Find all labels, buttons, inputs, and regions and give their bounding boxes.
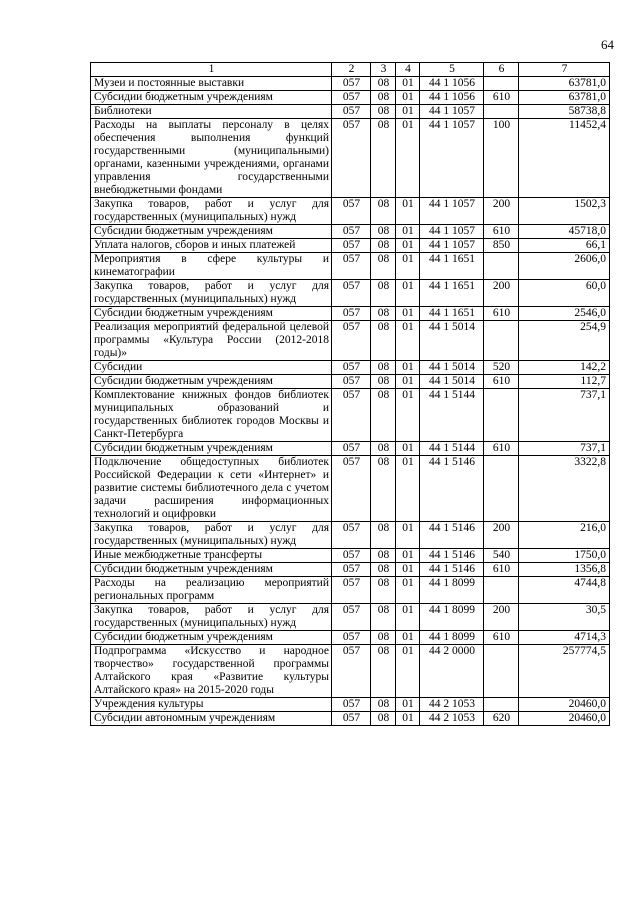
row-pr-cell: 01 bbox=[396, 361, 420, 375]
budget-table bbox=[90, 62, 610, 726]
row-ved-cell: 057 bbox=[332, 698, 371, 712]
row-name-cell: Мероприятия в сфере культуры и кинематографии bbox=[91, 253, 332, 280]
row-csr-cell: 44 1 5146 bbox=[420, 456, 484, 522]
row-vr-cell: 200 bbox=[484, 280, 519, 307]
row-csr-cell: 44 1 8099 bbox=[420, 604, 484, 631]
row-sum-cell: 1502,3 bbox=[519, 198, 610, 225]
row-vr-cell: 610 bbox=[484, 375, 519, 389]
row-rz-cell: 08 bbox=[371, 522, 396, 549]
row-rz-cell: 08 bbox=[371, 198, 396, 225]
table-row bbox=[91, 307, 610, 321]
table-row bbox=[91, 604, 610, 631]
row-name-cell: Подключение общедоступных библиотек Российской Федерации к сети «Интернет» и развитие системы библиотечного дела с учетом задачи расширения информационных технологий и оцифровки bbox=[91, 456, 332, 522]
row-pr-cell: 01 bbox=[396, 253, 420, 280]
row-rz-cell: 08 bbox=[371, 563, 396, 577]
row-sum-cell: 4744,8 bbox=[519, 577, 610, 604]
row-vr-cell bbox=[484, 456, 519, 522]
row-csr-cell: 44 1 5014 bbox=[420, 375, 484, 389]
row-ved-cell: 057 bbox=[332, 549, 371, 563]
row-vr-cell: 610 bbox=[484, 442, 519, 456]
row-pr-cell: 01 bbox=[396, 375, 420, 389]
column-header-csr: 5 bbox=[420, 63, 484, 77]
row-pr-cell: 01 bbox=[396, 198, 420, 225]
row-vr-cell: 100 bbox=[484, 119, 519, 198]
row-csr-cell: 44 1 1056 bbox=[420, 77, 484, 91]
row-csr-cell: 44 1 1651 bbox=[420, 253, 484, 280]
row-sum-cell: 257774,5 bbox=[519, 645, 610, 698]
row-rz-cell: 08 bbox=[371, 698, 396, 712]
row-csr-cell: 44 1 5144 bbox=[420, 389, 484, 442]
table-row bbox=[91, 91, 610, 105]
table-row bbox=[91, 645, 610, 698]
row-sum-cell: 737,1 bbox=[519, 389, 610, 442]
row-rz-cell: 08 bbox=[371, 631, 396, 645]
row-ved-cell: 057 bbox=[332, 522, 371, 549]
row-name-cell: Расходы на реализацию мероприятий региональных программ bbox=[91, 577, 332, 604]
row-ved-cell: 057 bbox=[332, 198, 371, 225]
row-csr-cell: 44 1 1056 bbox=[420, 91, 484, 105]
table-row bbox=[91, 712, 610, 726]
row-sum-cell: 142,2 bbox=[519, 361, 610, 375]
row-name-cell: Закупка товаров, работ и услуг для государственных (муниципальных) нужд bbox=[91, 198, 332, 225]
row-vr-cell: 520 bbox=[484, 361, 519, 375]
table-row bbox=[91, 280, 610, 307]
row-ved-cell: 057 bbox=[332, 442, 371, 456]
row-vr-cell: 200 bbox=[484, 604, 519, 631]
row-sum-cell: 30,5 bbox=[519, 604, 610, 631]
row-name-cell: Субсидии бюджетным учреждениям bbox=[91, 91, 332, 105]
row-name-cell: Закупка товаров, работ и услуг для государственных (муниципальных) нужд bbox=[91, 604, 332, 631]
table-row bbox=[91, 321, 610, 361]
row-rz-cell: 08 bbox=[371, 253, 396, 280]
row-sum-cell: 20460,0 bbox=[519, 712, 610, 726]
table-row bbox=[91, 77, 610, 91]
row-pr-cell: 01 bbox=[396, 563, 420, 577]
row-vr-cell: 610 bbox=[484, 631, 519, 645]
row-csr-cell: 44 1 5146 bbox=[420, 563, 484, 577]
row-csr-cell: 44 1 5014 bbox=[420, 321, 484, 361]
row-ved-cell: 057 bbox=[332, 91, 371, 105]
row-ved-cell: 057 bbox=[332, 280, 371, 307]
table-row bbox=[91, 549, 610, 563]
row-ved-cell: 057 bbox=[332, 225, 371, 239]
row-pr-cell: 01 bbox=[396, 604, 420, 631]
row-rz-cell: 08 bbox=[371, 91, 396, 105]
row-vr-cell: 620 bbox=[484, 712, 519, 726]
row-rz-cell: 08 bbox=[371, 280, 396, 307]
row-ved-cell: 057 bbox=[332, 577, 371, 604]
row-name-cell: Субсидии бюджетным учреждениям bbox=[91, 563, 332, 577]
table-row bbox=[91, 119, 610, 198]
row-sum-cell: 63781,0 bbox=[519, 77, 610, 91]
table-row bbox=[91, 563, 610, 577]
row-rz-cell: 08 bbox=[371, 549, 396, 563]
row-name-cell: Субсидии бюджетным учреждениям bbox=[91, 442, 332, 456]
row-pr-cell: 01 bbox=[396, 91, 420, 105]
row-vr-cell bbox=[484, 321, 519, 361]
row-pr-cell: 01 bbox=[396, 549, 420, 563]
row-ved-cell: 057 bbox=[332, 321, 371, 361]
row-csr-cell: 44 1 5146 bbox=[420, 549, 484, 563]
row-ved-cell: 057 bbox=[332, 253, 371, 280]
row-rz-cell: 08 bbox=[371, 321, 396, 361]
row-csr-cell: 44 1 8099 bbox=[420, 577, 484, 604]
row-pr-cell: 01 bbox=[396, 225, 420, 239]
table-row bbox=[91, 389, 610, 442]
row-sum-cell: 58738,8 bbox=[519, 105, 610, 119]
row-vr-cell: 200 bbox=[484, 198, 519, 225]
row-name-cell: Подпрограмма «Искусство и народное творчество» государственной программы Алтайского края «Развитие культуры Алтайского края» на 2015-2020 годы bbox=[91, 645, 332, 698]
row-sum-cell: 20460,0 bbox=[519, 698, 610, 712]
row-csr-cell: 44 1 1057 bbox=[420, 198, 484, 225]
row-pr-cell: 01 bbox=[396, 698, 420, 712]
column-header-name: 1 bbox=[91, 63, 332, 77]
table-row bbox=[91, 442, 610, 456]
row-csr-cell: 44 1 1057 bbox=[420, 239, 484, 253]
column-header-ved: 2 bbox=[332, 63, 371, 77]
row-csr-cell: 44 2 1053 bbox=[420, 698, 484, 712]
row-pr-cell: 01 bbox=[396, 645, 420, 698]
row-name-cell: Закупка товаров, работ и услуг для государственных (муниципальных) нужд bbox=[91, 280, 332, 307]
row-name-cell: Закупка товаров, работ и услуг для государственных (муниципальных) нужд bbox=[91, 522, 332, 549]
row-csr-cell: 44 1 1057 bbox=[420, 105, 484, 119]
column-header-rz: 3 bbox=[371, 63, 396, 77]
row-pr-cell: 01 bbox=[396, 389, 420, 442]
row-pr-cell: 01 bbox=[396, 119, 420, 198]
row-name-cell: Субсидии бюджетным учреждениям bbox=[91, 307, 332, 321]
row-rz-cell: 08 bbox=[371, 712, 396, 726]
row-csr-cell: 44 1 5144 bbox=[420, 442, 484, 456]
table-row bbox=[91, 456, 610, 522]
table-row bbox=[91, 698, 610, 712]
row-pr-cell: 01 bbox=[396, 239, 420, 253]
row-name-cell: Учреждения культуры bbox=[91, 698, 332, 712]
row-csr-cell: 44 2 0000 bbox=[420, 645, 484, 698]
row-rz-cell: 08 bbox=[371, 225, 396, 239]
column-header-vr: 6 bbox=[484, 63, 519, 77]
row-sum-cell: 2546,0 bbox=[519, 307, 610, 321]
row-ved-cell: 057 bbox=[332, 389, 371, 442]
row-name-cell: Субсидии автономным учреждениям bbox=[91, 712, 332, 726]
row-pr-cell: 01 bbox=[396, 631, 420, 645]
row-name-cell: Субсидии бюджетным учреждениям bbox=[91, 225, 332, 239]
row-ved-cell: 057 bbox=[332, 307, 371, 321]
row-sum-cell: 1356,8 bbox=[519, 563, 610, 577]
row-csr-cell: 44 2 1053 bbox=[420, 712, 484, 726]
row-sum-cell: 737,1 bbox=[519, 442, 610, 456]
row-vr-cell bbox=[484, 253, 519, 280]
row-name-cell: Субсидии bbox=[91, 361, 332, 375]
row-rz-cell: 08 bbox=[371, 389, 396, 442]
row-vr-cell: 610 bbox=[484, 225, 519, 239]
row-sum-cell: 63781,0 bbox=[519, 91, 610, 105]
row-rz-cell: 08 bbox=[371, 577, 396, 604]
table-row bbox=[91, 577, 610, 604]
row-sum-cell: 45718,0 bbox=[519, 225, 610, 239]
row-sum-cell: 2606,0 bbox=[519, 253, 610, 280]
row-vr-cell bbox=[484, 577, 519, 604]
row-vr-cell bbox=[484, 77, 519, 91]
row-vr-cell: 200 bbox=[484, 522, 519, 549]
row-pr-cell: 01 bbox=[396, 280, 420, 307]
table-row bbox=[91, 198, 610, 225]
row-csr-cell: 44 1 8099 bbox=[420, 631, 484, 645]
row-csr-cell: 44 1 5146 bbox=[420, 522, 484, 549]
row-ved-cell: 057 bbox=[332, 604, 371, 631]
row-vr-cell: 540 bbox=[484, 549, 519, 563]
row-ved-cell: 057 bbox=[332, 563, 371, 577]
row-pr-cell: 01 bbox=[396, 105, 420, 119]
header-row bbox=[91, 63, 610, 77]
row-sum-cell: 3322,8 bbox=[519, 456, 610, 522]
row-pr-cell: 01 bbox=[396, 712, 420, 726]
row-pr-cell: 01 bbox=[396, 307, 420, 321]
row-vr-cell bbox=[484, 389, 519, 442]
row-rz-cell: 08 bbox=[371, 77, 396, 91]
row-vr-cell: 610 bbox=[484, 91, 519, 105]
row-ved-cell: 057 bbox=[332, 375, 371, 389]
row-vr-cell: 850 bbox=[484, 239, 519, 253]
table-row bbox=[91, 239, 610, 253]
row-sum-cell: 254,9 bbox=[519, 321, 610, 361]
table-body bbox=[91, 77, 610, 726]
row-pr-cell: 01 bbox=[396, 77, 420, 91]
row-sum-cell: 60,0 bbox=[519, 280, 610, 307]
row-rz-cell: 08 bbox=[371, 456, 396, 522]
row-ved-cell: 057 bbox=[332, 645, 371, 698]
row-csr-cell: 44 1 1057 bbox=[420, 119, 484, 198]
row-name-cell: Расходы на выплаты персоналу в целях обеспечения выполнения функций государственными (муниципальными) органами, казенными учреждениями, органами управления государственными внебюджетными фондами bbox=[91, 119, 332, 198]
row-ved-cell: 057 bbox=[332, 77, 371, 91]
row-name-cell: Уплата налогов, сборов и иных платежей bbox=[91, 239, 332, 253]
row-name-cell: Субсидии бюджетным учреждениям bbox=[91, 375, 332, 389]
page-number: 64 bbox=[601, 37, 614, 52]
row-rz-cell: 08 bbox=[371, 105, 396, 119]
row-sum-cell: 4714,3 bbox=[519, 631, 610, 645]
row-pr-cell: 01 bbox=[396, 522, 420, 549]
row-csr-cell: 44 1 1651 bbox=[420, 280, 484, 307]
row-rz-cell: 08 bbox=[371, 604, 396, 631]
row-sum-cell: 112,7 bbox=[519, 375, 610, 389]
column-header-pr: 4 bbox=[396, 63, 420, 77]
row-ved-cell: 057 bbox=[332, 239, 371, 253]
row-pr-cell: 01 bbox=[396, 442, 420, 456]
table-row bbox=[91, 361, 610, 375]
row-name-cell: Музеи и постоянные выставки bbox=[91, 77, 332, 91]
row-csr-cell: 44 1 1057 bbox=[420, 225, 484, 239]
row-csr-cell: 44 1 5014 bbox=[420, 361, 484, 375]
table-row bbox=[91, 522, 610, 549]
row-sum-cell: 1750,0 bbox=[519, 549, 610, 563]
row-rz-cell: 08 bbox=[371, 375, 396, 389]
row-pr-cell: 01 bbox=[396, 577, 420, 604]
table-row bbox=[91, 225, 610, 239]
row-ved-cell: 057 bbox=[332, 119, 371, 198]
row-rz-cell: 08 bbox=[371, 119, 396, 198]
row-sum-cell: 216,0 bbox=[519, 522, 610, 549]
row-rz-cell: 08 bbox=[371, 645, 396, 698]
row-name-cell: Реализация мероприятий федеральной целевой программы «Культура России (2012-2018 годы)» bbox=[91, 321, 332, 361]
row-name-cell: Библиотеки bbox=[91, 105, 332, 119]
column-header-sum: 7 bbox=[519, 63, 610, 77]
row-rz-cell: 08 bbox=[371, 361, 396, 375]
row-vr-cell: 610 bbox=[484, 307, 519, 321]
row-ved-cell: 057 bbox=[332, 712, 371, 726]
row-rz-cell: 08 bbox=[371, 307, 396, 321]
row-name-cell: Иные межбюджетные трансферты bbox=[91, 549, 332, 563]
table-row bbox=[91, 631, 610, 645]
row-rz-cell: 08 bbox=[371, 239, 396, 253]
row-pr-cell: 01 bbox=[396, 321, 420, 361]
row-rz-cell: 08 bbox=[371, 442, 396, 456]
row-name-cell: Комплектование книжных фондов библиотек муниципальных образований и государственных библиотек городов Москвы и Санкт-Петербурга bbox=[91, 389, 332, 442]
row-vr-cell: 610 bbox=[484, 563, 519, 577]
row-ved-cell: 057 bbox=[332, 631, 371, 645]
row-csr-cell: 44 1 1651 bbox=[420, 307, 484, 321]
row-pr-cell: 01 bbox=[396, 456, 420, 522]
row-ved-cell: 057 bbox=[332, 456, 371, 522]
row-ved-cell: 057 bbox=[332, 105, 371, 119]
row-vr-cell bbox=[484, 645, 519, 698]
table-row bbox=[91, 253, 610, 280]
row-vr-cell bbox=[484, 105, 519, 119]
row-vr-cell bbox=[484, 698, 519, 712]
table-row bbox=[91, 375, 610, 389]
table-row bbox=[91, 105, 610, 119]
row-sum-cell: 11452,4 bbox=[519, 119, 610, 198]
row-name-cell: Субсидии бюджетным учреждениям bbox=[91, 631, 332, 645]
row-ved-cell: 057 bbox=[332, 361, 371, 375]
row-sum-cell: 66,1 bbox=[519, 239, 610, 253]
